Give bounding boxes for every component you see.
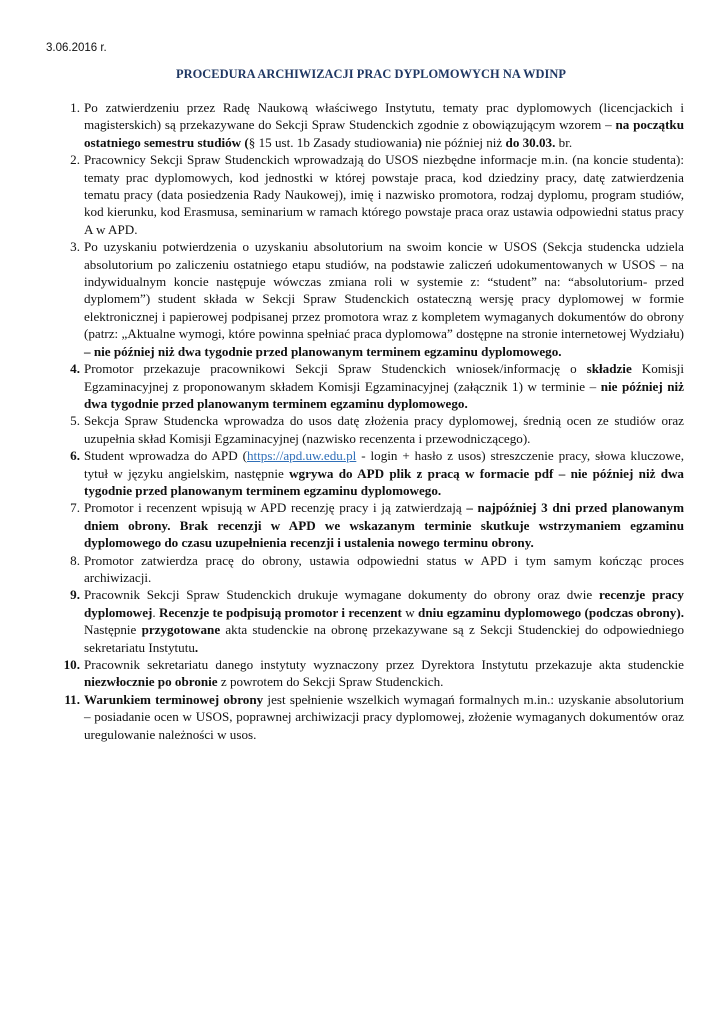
step-number: 11. bbox=[64, 691, 80, 707]
step-text: ) bbox=[417, 134, 422, 150]
step-text: Następnie bbox=[84, 622, 142, 638]
step-text: na początku ostatniego semestru studiów ( bbox=[84, 117, 684, 150]
step-text: przygotowane bbox=[141, 622, 221, 638]
procedure-step-2 bbox=[50, 151, 684, 238]
step-text: Pracownik sekretariatu danego instytuty wyznaczony przez Dyrektora Instytutu przekazuje akta studenckie bbox=[84, 657, 684, 672]
document-title: PROCEDURA ARCHIWIZACJI PRAC DYPLOMOWYCH NA WDINP bbox=[175, 67, 567, 81]
step-text: nie później niż dwa tygodnie przed planowanym terminem egzaminu dyplomowego. bbox=[84, 378, 684, 411]
step-text: br. bbox=[555, 134, 573, 150]
procedure-step-6 bbox=[50, 447, 684, 499]
apd-link[interactable]: https://apd.uw.edu.pl bbox=[246, 448, 357, 464]
step-text: Recenzje te podpisują promotor i recenzent bbox=[159, 604, 402, 620]
step-text: nie później niż bbox=[421, 134, 506, 150]
step-text: Pracownicy Sekcji Spraw Studenckich wprowadzają do USOS niezbędne informacje m.in. (na koncie studenta): tematy prac dyplomowych, kod jednostki w której powstaje praca, kod dziedziny pracy, datę zatwierdzenia tematu pracy (data posiedzenia Rady Naukowej), imię i nazwisko promotora, rodzaj dyplomu, program studiów, kod kierunku, kod Erasmusa, seminarium w ramach którego powstaje praca oraz ustawia odpowiedni status pracy A w APD. bbox=[84, 152, 684, 237]
procedure-step-8 bbox=[50, 552, 684, 587]
step-text: . bbox=[194, 639, 199, 655]
procedure-step-4 bbox=[50, 360, 684, 412]
step-text: - login + hasło z usos) streszczenie pracy, słowa kluczowe, tytuł w języku angielskim, następnie bbox=[84, 448, 684, 481]
step-text: niezwłocznie po obronie bbox=[84, 674, 218, 690]
step-text: Student wprowadza do APD ( bbox=[84, 448, 247, 464]
step-text: Po uzyskaniu potwierdzenia o uzyskaniu absolutorium na swoim koncie w USOS (Sekcja studencka udziela absolutorium po zaliczeniu ostatniego etapu studiów, na podstawie zaliczeń udokumentowanych w USOS – na indywidualnym koncie następuje wówczas zmiana roli w systemie z: “student” na: “absolutorium- przed dyplomem”) student składa w Sekcji Spraw Studenckich ostateczną wersję pracy dyplomowej w formie elektronicznej i papierowej podpisanej przez promotora wraz z kompletem wymaganych dokumentów do obrony (patrz: „Aktualne wymogi, które powinna spełniać praca dyplomowa” dostępne na stronie internetowej Wydziału) bbox=[84, 239, 684, 342]
step-text: wgrywa do APD plik z pracą w formacie pdf – nie później niż dwa tygodnie przed planowanym terminem egzaminu dyplomowego. bbox=[84, 465, 684, 498]
procedure-step-1 bbox=[50, 99, 684, 151]
step-number: 5. bbox=[70, 413, 80, 429]
procedure-step-3 bbox=[50, 238, 684, 360]
procedure-step-9 bbox=[50, 586, 684, 656]
procedure-step-7 bbox=[50, 499, 684, 551]
step-text: Promotor zatwierdza pracę do obrony, ustawia odpowiedni status w APD i tym samym kończąc proces archiwizacji. bbox=[84, 552, 684, 585]
step-number: 9. bbox=[70, 587, 80, 603]
procedure-step-11 bbox=[50, 691, 684, 743]
step-text: recenzje pracy dyplomowej bbox=[84, 587, 684, 620]
procedure-step-5 bbox=[50, 412, 684, 447]
step-text: w bbox=[401, 604, 419, 620]
step-number: 6. bbox=[70, 448, 80, 464]
step-text: jest spełnienie wszelkich wymagań formalnych m.in.: uzyskanie absolutorium – posiadanie ocen w USOS, poprawnej archiwizacji pracy dyplomowej, złożenie wymaganych dokumentów oraz uregulowanie należności w usos. bbox=[84, 691, 684, 742]
step-text: Po zatwierdzeniu przez Radę Naukową właściwego Instytutu, tematy prac dyplomowych (licencjackich i magisterskich) są przekazywane do Sekcji Spraw Studenckich zgodnie z obowiązującym wzorem – bbox=[84, 100, 684, 133]
step-text: Promotor i recenzent wpisują w APD recenzję pracy i ją zatwierdzają bbox=[84, 500, 467, 516]
step-text: – nie później niż dwa tygodnie przed planowanym terminem egzaminu dyplomowego. bbox=[84, 343, 562, 359]
step-text: do 30.03. bbox=[505, 134, 556, 150]
step-number: 7. bbox=[70, 500, 80, 516]
step-text: dniu egzaminu dyplomowego (podczas obrony). bbox=[418, 604, 684, 620]
step-text: składzie bbox=[586, 361, 632, 377]
step-text: – najpóźniej 3 dni przed planowanym dniem obrony. Brak recenzji w APD we wskazanym terminie skutkuje wstrzymaniem egzaminu dyplomowego do czasu uzupełnienia recenzji i ustalenia nowego terminu obrony. bbox=[84, 500, 684, 551]
procedure-list bbox=[50, 99, 684, 743]
step-text: Komisji Egzaminacyjnej z proponowanym składem Komisji Egzaminacyjnej (załącznik 1) w terminie – bbox=[84, 361, 684, 394]
step-text: akta studenckie na obronę przekazywane są z Sekcji Studenckiej do odpowiedniego sekretariatu Instytutu bbox=[84, 622, 684, 655]
step-number: 1. bbox=[70, 100, 80, 115]
step-text: Sekcja Spraw Studencka wprowadza do usos datę złożenia pracy dyplomowej, średnią ocen ze studiów oraz uzupełnia skład Komisji Egzaminacyjnej (nazwisko recenzenta i przewodniczącego). bbox=[84, 413, 684, 446]
step-text: . bbox=[152, 604, 160, 620]
step-number: 4. bbox=[70, 361, 80, 377]
step-number: 8. bbox=[70, 552, 80, 568]
step-number: 10. bbox=[63, 657, 80, 672]
step-number: 2. bbox=[70, 152, 80, 168]
step-text: Warunkiem terminowej obrony bbox=[84, 691, 264, 707]
step-text: Pracownik Sekcji Spraw Studenckich drukuje wymagane dokumenty do obrony oraz dwie bbox=[84, 587, 599, 603]
step-text: § 15 ust. 1b Zasady studiowania bbox=[248, 134, 418, 150]
document-date: 3.06.2016 r. bbox=[46, 42, 107, 54]
step-number: 3. bbox=[70, 239, 80, 255]
step-text: Promotor przekazuje pracownikowi Sekcji Spraw Studenckich wniosek/informację o bbox=[84, 361, 587, 377]
step-text: z powrotem do Sekcji Spraw Studenckich. bbox=[217, 674, 444, 690]
procedure-step-10 bbox=[50, 656, 684, 691]
